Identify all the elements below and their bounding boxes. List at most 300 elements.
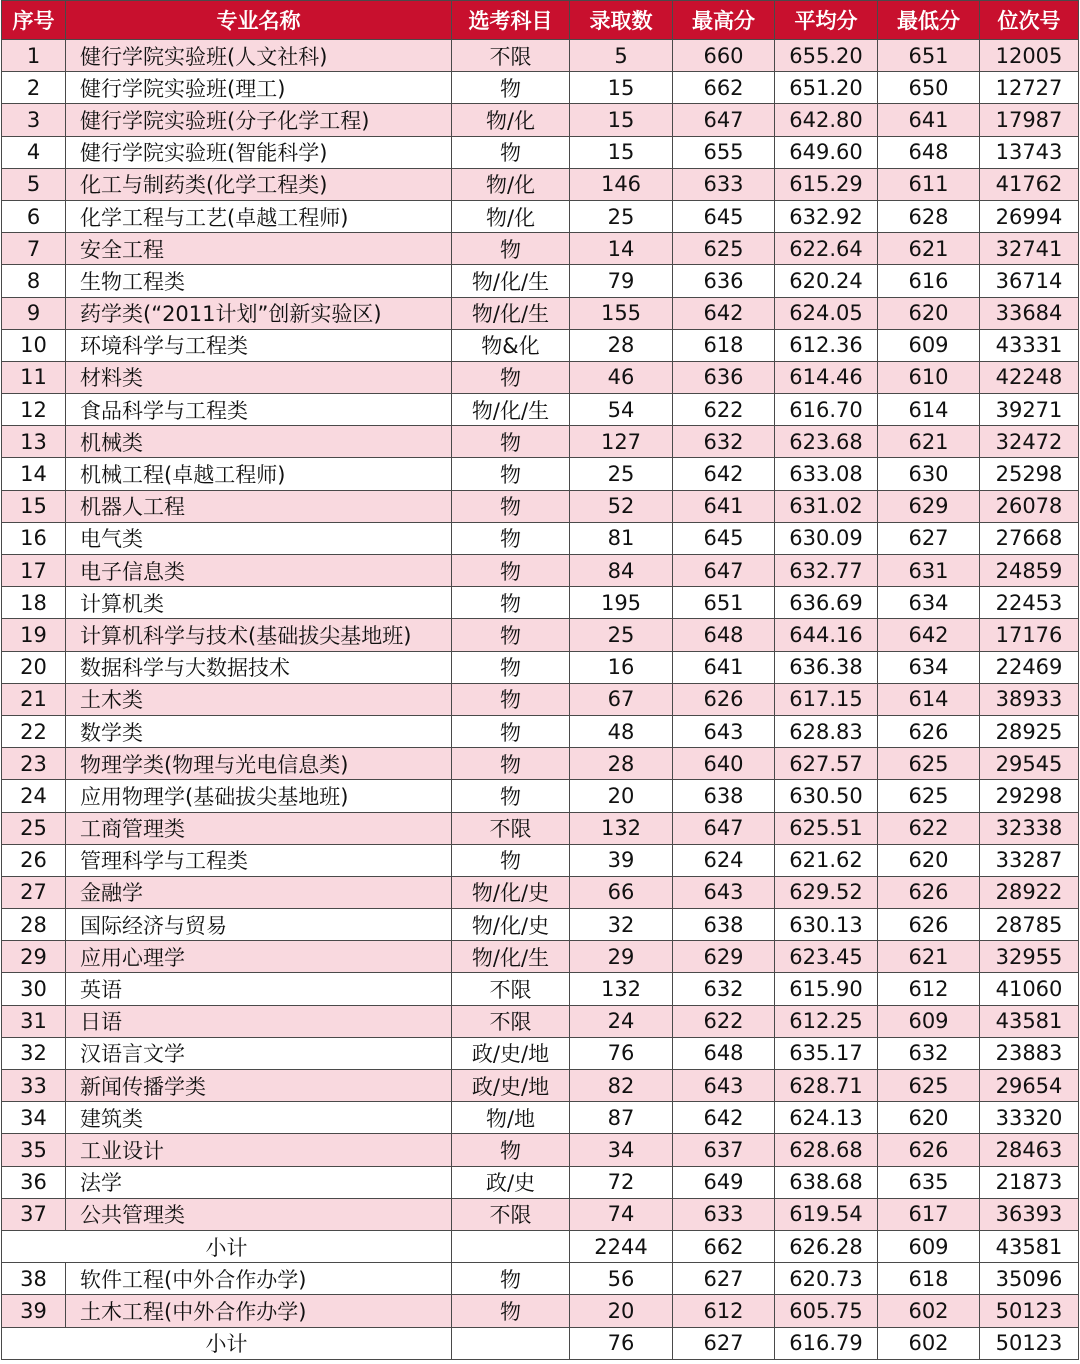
cell-admitted-count: 79 — [570, 265, 673, 297]
cell-rank: 28785 — [980, 909, 1079, 941]
table-row — [2, 40, 1079, 72]
subtotal-min-score: 602 — [878, 1327, 980, 1359]
cell-min-score: 621 — [878, 233, 980, 265]
cell-major-name: 软件工程(中外合作办学) — [66, 1263, 452, 1295]
cell-serial: 33 — [2, 1070, 66, 1102]
cell-max-score: 647 — [673, 812, 775, 844]
cell-max-score: 655 — [673, 136, 775, 168]
cell-subjects: 物/化 — [452, 104, 570, 136]
subtotal-label: 小计 — [2, 1327, 452, 1359]
cell-max-score: 638 — [673, 780, 775, 812]
subtotal-avg-score: 616.79 — [775, 1327, 878, 1359]
table-row — [2, 941, 1079, 973]
subtotal-rank: 43581 — [980, 1230, 1079, 1262]
header-cell-serial: 序号 — [2, 1, 66, 40]
cell-subjects: 物/地 — [452, 1102, 570, 1134]
cell-admitted-count: 132 — [570, 812, 673, 844]
cell-avg-score: 624.05 — [775, 297, 878, 329]
cell-subjects: 物 — [452, 522, 570, 554]
cell-serial: 3 — [2, 104, 66, 136]
cell-subjects: 物&化 — [452, 329, 570, 361]
cell-max-score: 647 — [673, 104, 775, 136]
cell-max-score: 641 — [673, 651, 775, 683]
cell-serial: 38 — [2, 1263, 66, 1295]
cell-avg-score: 621.62 — [775, 844, 878, 876]
cell-subjects: 物 — [452, 555, 570, 587]
cell-avg-score: 620.73 — [775, 1263, 878, 1295]
cell-admitted-count: 46 — [570, 361, 673, 393]
cell-avg-score: 649.60 — [775, 136, 878, 168]
cell-max-score: 662 — [673, 72, 775, 104]
cell-admitted-count: 84 — [570, 555, 673, 587]
table-row — [2, 426, 1079, 458]
cell-subjects: 物 — [452, 683, 570, 715]
cell-max-score: 643 — [673, 1070, 775, 1102]
cell-max-score: 649 — [673, 1166, 775, 1198]
cell-avg-score: 629.52 — [775, 876, 878, 908]
cell-subjects: 不限 — [452, 812, 570, 844]
cell-rank: 26994 — [980, 200, 1079, 232]
cell-min-score: 626 — [878, 876, 980, 908]
cell-admitted-count: 32 — [570, 909, 673, 941]
cell-subjects: 物 — [452, 136, 570, 168]
cell-min-score: 629 — [878, 490, 980, 522]
cell-min-score: 625 — [878, 780, 980, 812]
cell-major-name: 安全工程 — [66, 233, 452, 265]
cell-avg-score: 628.83 — [775, 715, 878, 747]
header-cell-subjects: 选考科目 — [452, 1, 570, 40]
cell-max-score: 636 — [673, 361, 775, 393]
table-row — [2, 1198, 1079, 1230]
cell-admitted-count: 5 — [570, 40, 673, 72]
cell-subjects: 物/化/史 — [452, 876, 570, 908]
cell-rank: 36393 — [980, 1198, 1079, 1230]
cell-admitted-count: 52 — [570, 490, 673, 522]
cell-min-score: 626 — [878, 1134, 980, 1166]
cell-min-score: 617 — [878, 1198, 980, 1230]
table-row — [2, 715, 1079, 747]
cell-serial: 26 — [2, 844, 66, 876]
cell-serial: 8 — [2, 265, 66, 297]
header-cell-rank: 位次号 — [980, 1, 1079, 40]
cell-rank: 22469 — [980, 651, 1079, 683]
table-row — [2, 844, 1079, 876]
table-row — [2, 555, 1079, 587]
cell-subjects: 政/史/地 — [452, 1070, 570, 1102]
table-row — [2, 651, 1079, 683]
cell-avg-score: 619.54 — [775, 1198, 878, 1230]
cell-serial: 21 — [2, 683, 66, 715]
cell-serial: 34 — [2, 1102, 66, 1134]
cell-min-score: 627 — [878, 522, 980, 554]
cell-min-score: 622 — [878, 812, 980, 844]
cell-major-name: 健行学院实验班(理工) — [66, 72, 452, 104]
cell-subjects: 物/化 — [452, 168, 570, 200]
subtotal-max-score: 662 — [673, 1230, 775, 1262]
cell-avg-score: 633.08 — [775, 458, 878, 490]
cell-avg-score: 630.13 — [775, 909, 878, 941]
cell-major-name: 工商管理类 — [66, 812, 452, 844]
cell-rank: 33684 — [980, 297, 1079, 329]
table-row — [2, 1070, 1079, 1102]
cell-min-score: 635 — [878, 1166, 980, 1198]
cell-major-name: 金融学 — [66, 876, 452, 908]
cell-subjects: 物 — [452, 619, 570, 651]
subtotal-rank: 50123 — [980, 1327, 1079, 1359]
subtotal-row — [2, 1327, 1079, 1359]
cell-subjects: 物/化/生 — [452, 941, 570, 973]
cell-max-score: 612 — [673, 1295, 775, 1327]
cell-min-score: 620 — [878, 1102, 980, 1134]
table-row — [2, 1102, 1079, 1134]
cell-max-score: 643 — [673, 715, 775, 747]
cell-serial: 18 — [2, 587, 66, 619]
cell-min-score: 625 — [878, 1070, 980, 1102]
cell-avg-score: 630.09 — [775, 522, 878, 554]
cell-major-name: 机器人工程 — [66, 490, 452, 522]
cell-serial: 20 — [2, 651, 66, 683]
cell-rank: 32472 — [980, 426, 1079, 458]
cell-major-name: 机械工程(卓越工程师) — [66, 458, 452, 490]
cell-max-score: 629 — [673, 941, 775, 973]
table-row — [2, 200, 1079, 232]
cell-max-score: 638 — [673, 909, 775, 941]
cell-avg-score: 642.80 — [775, 104, 878, 136]
cell-avg-score: 632.77 — [775, 555, 878, 587]
cell-admitted-count: 25 — [570, 458, 673, 490]
cell-avg-score: 625.51 — [775, 812, 878, 844]
cell-serial: 4 — [2, 136, 66, 168]
subtotal-max-score: 627 — [673, 1327, 775, 1359]
subtotal-subjects — [452, 1327, 570, 1359]
cell-avg-score: 635.17 — [775, 1037, 878, 1069]
cell-min-score: 632 — [878, 1037, 980, 1069]
cell-min-score: 602 — [878, 1295, 980, 1327]
cell-serial: 27 — [2, 876, 66, 908]
cell-rank: 29545 — [980, 748, 1079, 780]
cell-rank: 41060 — [980, 973, 1079, 1005]
cell-serial: 19 — [2, 619, 66, 651]
cell-subjects: 物 — [452, 1134, 570, 1166]
cell-min-score: 630 — [878, 458, 980, 490]
cell-max-score: 626 — [673, 683, 775, 715]
cell-max-score: 633 — [673, 1198, 775, 1230]
cell-min-score: 621 — [878, 941, 980, 973]
cell-rank: 50123 — [980, 1295, 1079, 1327]
cell-major-name: 环境科学与工程类 — [66, 329, 452, 361]
cell-major-name: 计算机类 — [66, 587, 452, 619]
cell-major-name: 新闻传播学类 — [66, 1070, 452, 1102]
table-row — [2, 1166, 1079, 1198]
header-cell-admitted: 录取数 — [570, 1, 673, 40]
table-row — [2, 1134, 1079, 1166]
table-row — [2, 265, 1079, 297]
cell-min-score: 648 — [878, 136, 980, 168]
cell-min-score: 625 — [878, 748, 980, 780]
cell-admitted-count: 15 — [570, 136, 673, 168]
cell-rank: 29654 — [980, 1070, 1079, 1102]
cell-rank: 27668 — [980, 522, 1079, 554]
cell-rank: 17987 — [980, 104, 1079, 136]
cell-serial: 28 — [2, 909, 66, 941]
table-row — [2, 780, 1079, 812]
cell-admitted-count: 29 — [570, 941, 673, 973]
table-row — [2, 168, 1079, 200]
cell-admitted-count: 16 — [570, 651, 673, 683]
cell-min-score: 641 — [878, 104, 980, 136]
cell-rank: 39271 — [980, 394, 1079, 426]
cell-serial: 22 — [2, 715, 66, 747]
cell-subjects: 不限 — [452, 1005, 570, 1037]
cell-subjects: 物 — [452, 780, 570, 812]
header-cell-min-score: 最低分 — [878, 1, 980, 40]
subtotal-subjects — [452, 1230, 570, 1262]
cell-avg-score: 623.68 — [775, 426, 878, 458]
cell-admitted-count: 20 — [570, 780, 673, 812]
cell-subjects: 政/史 — [452, 1166, 570, 1198]
cell-major-name: 电气类 — [66, 522, 452, 554]
cell-rank: 32741 — [980, 233, 1079, 265]
cell-rank: 24859 — [980, 555, 1079, 587]
cell-serial: 30 — [2, 973, 66, 1005]
table-row — [2, 522, 1079, 554]
cell-min-score: 611 — [878, 168, 980, 200]
cell-max-score: 622 — [673, 1005, 775, 1037]
cell-subjects: 物 — [452, 233, 570, 265]
cell-min-score: 651 — [878, 40, 980, 72]
cell-major-name: 应用心理学 — [66, 941, 452, 973]
cell-serial: 13 — [2, 426, 66, 458]
cell-avg-score: 612.36 — [775, 329, 878, 361]
cell-admitted-count: 82 — [570, 1070, 673, 1102]
subtotal-admitted-count: 76 — [570, 1327, 673, 1359]
cell-rank: 22453 — [980, 587, 1079, 619]
cell-avg-score: 617.15 — [775, 683, 878, 715]
cell-major-name: 日语 — [66, 1005, 452, 1037]
cell-admitted-count: 54 — [570, 394, 673, 426]
cell-rank: 33287 — [980, 844, 1079, 876]
cell-serial: 10 — [2, 329, 66, 361]
cell-admitted-count: 34 — [570, 1134, 673, 1166]
cell-rank: 38933 — [980, 683, 1079, 715]
cell-max-score: 633 — [673, 168, 775, 200]
cell-major-name: 机械类 — [66, 426, 452, 458]
cell-subjects: 物 — [452, 587, 570, 619]
cell-serial: 9 — [2, 297, 66, 329]
cell-major-name: 土木类 — [66, 683, 452, 715]
cell-max-score: 625 — [673, 233, 775, 265]
cell-subjects: 政/史/地 — [452, 1037, 570, 1069]
table-row — [2, 748, 1079, 780]
table-row — [2, 394, 1079, 426]
cell-admitted-count: 25 — [570, 619, 673, 651]
cell-rank: 41762 — [980, 168, 1079, 200]
cell-min-score: 620 — [878, 297, 980, 329]
cell-admitted-count: 20 — [570, 1295, 673, 1327]
cell-admitted-count: 195 — [570, 587, 673, 619]
cell-max-score: 632 — [673, 426, 775, 458]
cell-admitted-count: 14 — [570, 233, 673, 265]
cell-avg-score: 631.02 — [775, 490, 878, 522]
cell-major-name: 计算机科学与技术(基础拔尖基地班) — [66, 619, 452, 651]
cell-major-name: 材料类 — [66, 361, 452, 393]
cell-admitted-count: 155 — [570, 297, 673, 329]
cell-serial: 32 — [2, 1037, 66, 1069]
cell-subjects: 物 — [452, 651, 570, 683]
cell-major-name: 健行学院实验班(智能科学) — [66, 136, 452, 168]
cell-min-score: 626 — [878, 909, 980, 941]
cell-rank: 12005 — [980, 40, 1079, 72]
table-row — [2, 458, 1079, 490]
cell-major-name: 汉语言文学 — [66, 1037, 452, 1069]
cell-rank: 43331 — [980, 329, 1079, 361]
cell-avg-score: 627.57 — [775, 748, 878, 780]
cell-min-score: 618 — [878, 1263, 980, 1295]
table-row — [2, 490, 1079, 522]
cell-subjects: 不限 — [452, 1198, 570, 1230]
cell-avg-score: 624.13 — [775, 1102, 878, 1134]
cell-admitted-count: 39 — [570, 844, 673, 876]
cell-serial: 36 — [2, 1166, 66, 1198]
cell-admitted-count: 25 — [570, 200, 673, 232]
cell-max-score: 624 — [673, 844, 775, 876]
subtotal-admitted-count: 2244 — [570, 1230, 673, 1262]
cell-admitted-count: 81 — [570, 522, 673, 554]
cell-min-score: 626 — [878, 715, 980, 747]
table-row — [2, 973, 1079, 1005]
table-row — [2, 104, 1079, 136]
cell-major-name: 健行学院实验班(人文社科) — [66, 40, 452, 72]
cell-min-score: 642 — [878, 619, 980, 651]
cell-avg-score: 614.46 — [775, 361, 878, 393]
cell-subjects: 物 — [452, 72, 570, 104]
cell-max-score: 636 — [673, 265, 775, 297]
cell-major-name: 英语 — [66, 973, 452, 1005]
cell-admitted-count: 76 — [570, 1037, 673, 1069]
cell-subjects: 物 — [452, 458, 570, 490]
cell-admitted-count: 28 — [570, 329, 673, 361]
cell-min-score: 609 — [878, 1005, 980, 1037]
subtotal-min-score: 609 — [878, 1230, 980, 1262]
cell-subjects: 物 — [452, 490, 570, 522]
cell-avg-score: 622.64 — [775, 233, 878, 265]
cell-major-name: 药学类(“2011计划”创新实验区) — [66, 297, 452, 329]
cell-avg-score: 628.71 — [775, 1070, 878, 1102]
cell-avg-score: 620.24 — [775, 265, 878, 297]
cell-min-score: 614 — [878, 394, 980, 426]
table-row — [2, 909, 1079, 941]
cell-rank: 28925 — [980, 715, 1079, 747]
cell-serial: 11 — [2, 361, 66, 393]
cell-avg-score: 612.25 — [775, 1005, 878, 1037]
cell-rank: 43581 — [980, 1005, 1079, 1037]
cell-serial: 29 — [2, 941, 66, 973]
cell-avg-score: 628.68 — [775, 1134, 878, 1166]
cell-rank: 33320 — [980, 1102, 1079, 1134]
cell-admitted-count: 127 — [570, 426, 673, 458]
table-row — [2, 876, 1079, 908]
table-body — [2, 40, 1079, 1360]
table-row — [2, 136, 1079, 168]
cell-min-score: 621 — [878, 426, 980, 458]
cell-major-name: 化工与制药类(化学工程类) — [66, 168, 452, 200]
cell-subjects: 物/化/生 — [452, 297, 570, 329]
cell-avg-score: 615.90 — [775, 973, 878, 1005]
cell-major-name: 建筑类 — [66, 1102, 452, 1134]
cell-avg-score: 616.70 — [775, 394, 878, 426]
cell-rank: 17176 — [980, 619, 1079, 651]
cell-subjects: 物/化/生 — [452, 265, 570, 297]
cell-subjects: 不限 — [452, 973, 570, 1005]
header-cell-major: 专业名称 — [66, 1, 452, 40]
cell-avg-score: 655.20 — [775, 40, 878, 72]
table-row — [2, 1005, 1079, 1037]
cell-rank: 29298 — [980, 780, 1079, 812]
cell-min-score: 614 — [878, 683, 980, 715]
cell-max-score: 642 — [673, 1102, 775, 1134]
cell-max-score: 637 — [673, 1134, 775, 1166]
cell-major-name: 数据科学与大数据技术 — [66, 651, 452, 683]
table-row — [2, 361, 1079, 393]
cell-rank: 32955 — [980, 941, 1079, 973]
cell-max-score: 648 — [673, 619, 775, 651]
subtotal-label: 小计 — [2, 1230, 452, 1262]
cell-admitted-count: 28 — [570, 748, 673, 780]
cell-serial: 12 — [2, 394, 66, 426]
table-row — [2, 587, 1079, 619]
cell-rank: 21873 — [980, 1166, 1079, 1198]
cell-min-score: 628 — [878, 200, 980, 232]
table-row — [2, 812, 1079, 844]
cell-admitted-count: 56 — [570, 1263, 673, 1295]
cell-max-score: 641 — [673, 490, 775, 522]
cell-serial: 35 — [2, 1134, 66, 1166]
cell-serial: 5 — [2, 168, 66, 200]
table-row — [2, 1295, 1079, 1327]
cell-avg-score: 632.92 — [775, 200, 878, 232]
cell-major-name: 电子信息类 — [66, 555, 452, 587]
cell-min-score: 612 — [878, 973, 980, 1005]
cell-subjects: 物 — [452, 844, 570, 876]
cell-rank: 28463 — [980, 1134, 1079, 1166]
cell-min-score: 650 — [878, 72, 980, 104]
cell-serial: 16 — [2, 522, 66, 554]
cell-max-score: 627 — [673, 1263, 775, 1295]
cell-min-score: 616 — [878, 265, 980, 297]
table-row — [2, 297, 1079, 329]
cell-subjects: 物 — [452, 426, 570, 458]
cell-rank: 35096 — [980, 1263, 1079, 1295]
cell-min-score: 634 — [878, 587, 980, 619]
cell-admitted-count: 67 — [570, 683, 673, 715]
cell-major-name: 公共管理类 — [66, 1198, 452, 1230]
cell-avg-score: 636.38 — [775, 651, 878, 683]
cell-major-name: 工业设计 — [66, 1134, 452, 1166]
cell-admitted-count: 24 — [570, 1005, 673, 1037]
cell-subjects: 物 — [452, 1263, 570, 1295]
cell-max-score: 643 — [673, 876, 775, 908]
cell-admitted-count: 146 — [570, 168, 673, 200]
cell-avg-score: 615.29 — [775, 168, 878, 200]
cell-rank: 28922 — [980, 876, 1079, 908]
cell-avg-score: 630.50 — [775, 780, 878, 812]
cell-admitted-count: 48 — [570, 715, 673, 747]
cell-subjects: 物 — [452, 361, 570, 393]
cell-subjects: 物 — [452, 1295, 570, 1327]
cell-major-name: 化学工程与工艺(卓越工程师) — [66, 200, 452, 232]
cell-min-score: 620 — [878, 844, 980, 876]
cell-serial: 6 — [2, 200, 66, 232]
